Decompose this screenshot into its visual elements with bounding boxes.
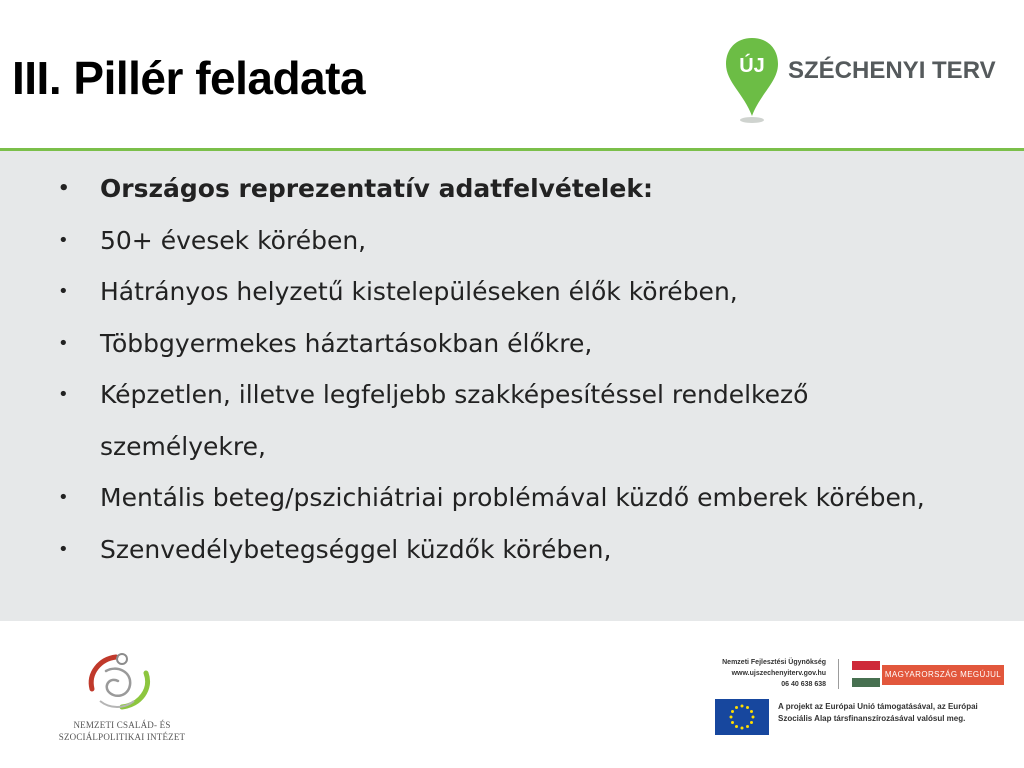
bullet-icon: • <box>58 384 69 405</box>
list-item <box>58 472 958 524</box>
map-pin-icon <box>722 36 782 126</box>
flag-stripe-green <box>852 678 880 687</box>
eu-flag-icon <box>715 699 769 735</box>
ncsszi-name-line2: SZOCIÁLPOLITIKAI INTÉZET <box>58 732 186 742</box>
nfu-website: www.ujszechenyiterv.gov.hu <box>731 670 826 677</box>
magyarorszag-megujul-banner: MAGYARORSZÁG MEGÚJUL <box>882 665 1004 685</box>
szechenyi-terv-text: SZÉCHENYI TERV <box>788 57 996 84</box>
eu-funding-line2: Szociális Alap társfinanszírozásával valósul meg. <box>778 714 966 723</box>
bullet-icon: • <box>58 178 70 199</box>
nfu-phone: 06 40 638 638 <box>781 681 826 688</box>
eu-funding-note <box>778 701 1014 725</box>
list-item-text: Országos reprezentatív adatfelvételek: <box>100 174 653 203</box>
list-item-text: Szenvedélybetegséggel küzdők körében, <box>100 534 612 564</box>
bullet-icon: • <box>58 332 69 354</box>
list-item <box>58 524 958 576</box>
slide-header <box>0 0 1024 148</box>
family-emblem-icon <box>82 649 156 713</box>
list-item-text: Képzetlen, illetve legfeljebb szakképesítéssel rendelkező személyekre, <box>100 380 809 461</box>
slide-title: III. Pillér feladata <box>12 52 366 104</box>
nfu-contact <box>706 657 826 690</box>
content-panel <box>0 151 1024 621</box>
list-item <box>58 215 958 267</box>
bullet-icon: • <box>58 281 69 302</box>
list-item-text: Többgyermekes háztartásokban élőkre, <box>100 328 593 358</box>
footer-separator <box>838 659 839 689</box>
list-item-text: Hátrányos helyzetű kistelepüléseken élők körében, <box>100 277 738 306</box>
bullet-icon: • <box>58 487 69 508</box>
list-item <box>58 163 958 215</box>
list-item <box>58 266 958 318</box>
ncsszi-logo <box>52 649 192 749</box>
bullet-icon: • <box>58 538 69 560</box>
nfu-name: Nemzeti Fejlesztési Ügynökség <box>722 659 826 666</box>
list-item <box>58 318 958 370</box>
list-item-text: 50+ évesek körében, <box>100 225 367 255</box>
eu-funding-line1: A projekt az Európai Unió támogatásával, az Európai <box>778 702 978 711</box>
list-item-text: Mentális beteg/pszichiátriai problémával küzdő emberek körében, <box>100 483 925 512</box>
hungarian-flag-icon <box>852 661 880 687</box>
bullet-list <box>58 163 958 575</box>
flag-stripe-white <box>852 670 880 679</box>
flag-stripe-red <box>852 661 880 670</box>
list-item <box>58 369 958 472</box>
szechenyi-badge: ÚJ <box>739 55 765 77</box>
szechenyi-terv-logo <box>722 36 1012 126</box>
ncsszi-name-line1: NEMZETI CSALÁD- ÉS <box>73 720 171 730</box>
bullet-icon: • <box>58 229 69 251</box>
slide-footer <box>0 621 1024 768</box>
ncsszi-name <box>52 719 192 743</box>
